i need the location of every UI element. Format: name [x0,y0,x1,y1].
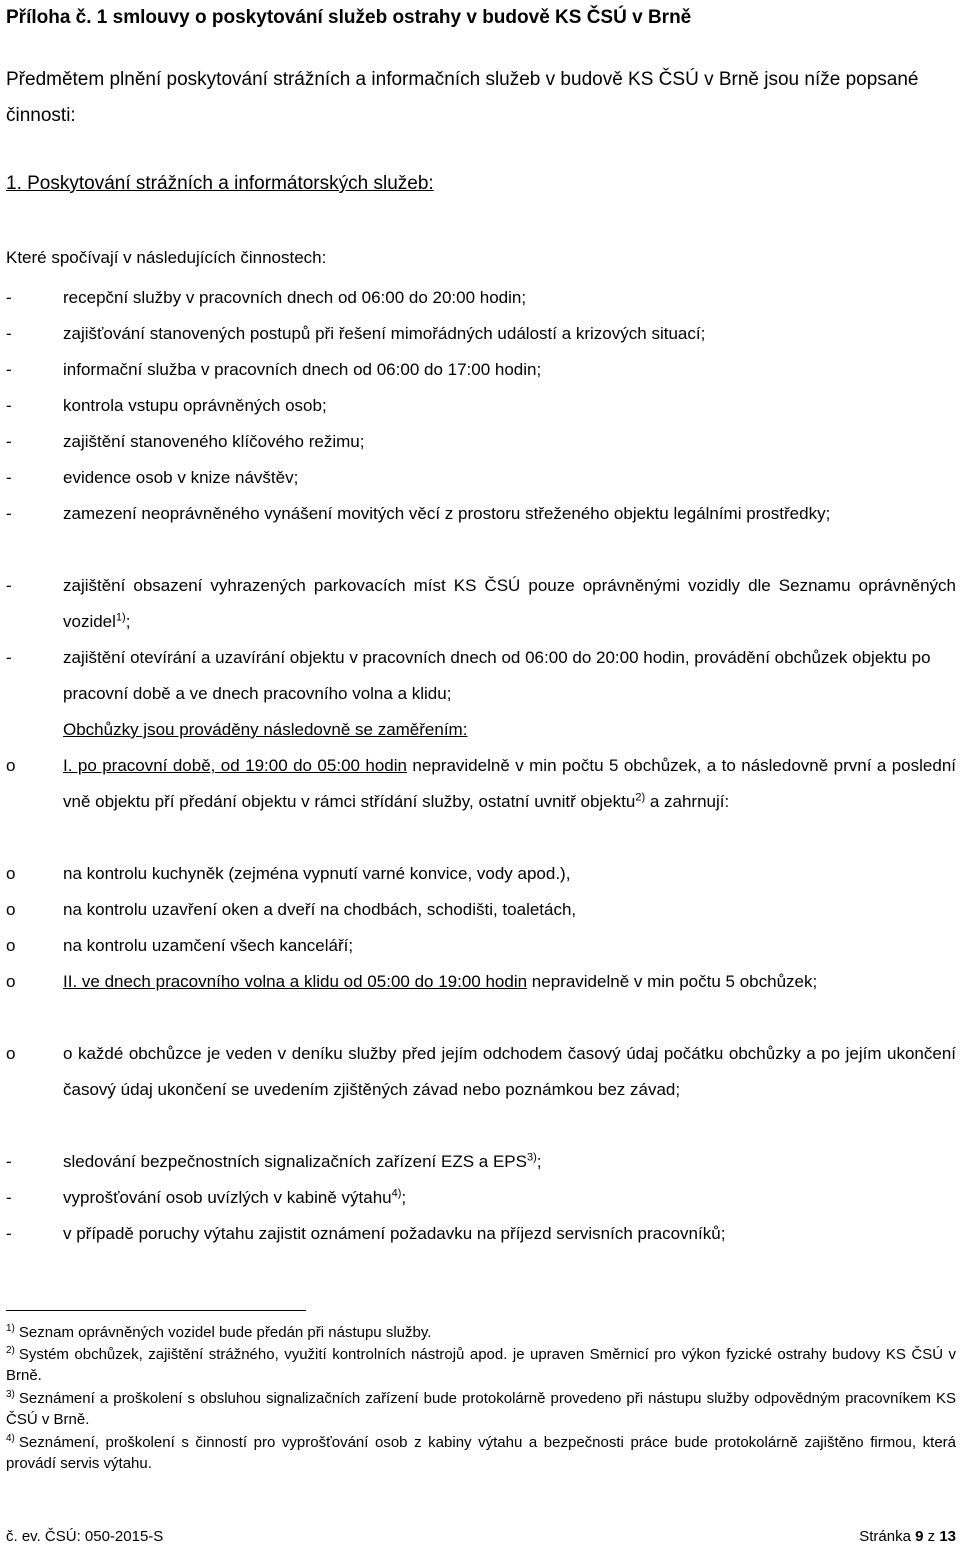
patrol-item [6,964,956,1000]
footnote-text: Seznámení a proškolení s obsluhou signalizačních zařízení bude protokolárně provedeno při nástupu služby odpovědným pracovníkem KS ČSÚ v Brně. [6,1390,956,1428]
footnote [6,1432,956,1474]
page-indicator [859,1527,956,1547]
section-heading: 1. Poskytování strážních a informátorských služeb: [6,173,434,194]
footnote [6,1322,956,1343]
patrol-item-body: nepravidelně v min počtu 5 obchůzek; [527,972,818,991]
footnote [6,1388,956,1430]
list-marker: o [6,900,16,919]
patrol-item [6,748,956,820]
list-item-text: zajištění otevírání a uzavírání objektu v pracovních dnech od 06:00 do 20:00 hodin, provádění obchůzek objektu po pracovní době a ve dnech pracovního volna a klidu; [63,648,931,703]
footnote-number: 2) [6,1345,15,1356]
document-reference: č. ev. ČSÚ: 050-2015-S [6,1528,164,1545]
intro-paragraph: Předmětem plnění poskytování strážních a informačních služeb v budově KS ČSÚ v Brně jsou níže popsané činnosti: [6,69,919,126]
patrol-item-text [63,748,956,820]
patrol-item-text: na kontrolu kuchyněk (zejména vypnutí varné konvice, vody apod.), [63,864,571,883]
patrol-item [6,1036,956,1108]
list-marker: o [6,936,16,955]
page-label: Stránka [859,1528,911,1545]
list-marker: - [6,468,12,487]
footnote-ref: 3) [526,1151,537,1164]
patrol-item [6,928,956,964]
page-footer [6,1527,956,1547]
list-marker: - [6,360,12,379]
list-item [6,280,956,316]
list-item-body: vyprošťování osob uvízlých v kabině výtahu [63,1188,392,1207]
list-item-text [63,1144,956,1180]
list-item-text: evidence osob v knize návštěv; [63,468,299,487]
patrols-heading: Obchůzky jsou prováděny následovně se zaměřením: [63,720,468,739]
list-item [6,1144,956,1180]
footnote-text: Seznam oprávněných vozidel bude předán při nástupu služby. [18,1324,432,1341]
list-marker: o [6,756,16,775]
list-item [6,424,956,460]
list-item-tail: ; [125,612,131,631]
footnote-number: 1) [6,1323,15,1334]
list-marker: - [6,324,12,343]
list-marker: - [6,288,12,307]
footnote [6,1344,956,1386]
list-item-text: v případě poruchy výtahu zajistit oznámení požadavku na příjezd servisních pracovníků; [63,1224,726,1243]
list-item [6,1216,956,1252]
list-item [6,388,956,424]
list-item-tail: ; [536,1152,542,1171]
list-item-text [63,568,956,640]
footnote-number: 4) [6,1433,15,1444]
page-of-label: z [927,1528,936,1545]
list-marker: - [6,504,12,523]
footnote-ref: 2) [635,791,646,804]
patrol-period: I. po pracovní době, od 19:00 do 05:00 hodin [63,756,407,775]
patrol-item-text: na kontrolu uzavření oken a dveří na chodbách, schodišti, toaletách, [63,900,577,919]
footnote-ref: 1) [115,611,126,624]
page-total: 13 [939,1528,956,1545]
page-title: Příloha č. 1 smlouvy o poskytování služeb ostrahy v budově KS ČSÚ v Brně [6,7,692,28]
footnote-ref: 4) [391,1187,402,1200]
list-marker: - [6,576,12,595]
list-marker: - [6,648,12,667]
footnote-text: Systém obchůzek, zajištění strážného, využití kontrolních nástrojů apod. je upraven Směrnicí pro výkon fyzické ostrahy budovy KS ČSÚ v Brně. [6,1346,956,1384]
list-item [6,568,956,640]
footnote-number: 3) [6,1389,15,1400]
list-item-text: kontrola vstupu oprávněných osob; [63,396,327,415]
patrol-item-text: na kontrolu uzamčení všech kanceláří; [63,936,354,955]
list-item-tail: ; [401,1188,407,1207]
list-item [6,1180,956,1216]
patrol-item-tail: a zahrnují: [645,792,730,811]
list-marker: o [6,864,16,883]
patrol-item-text [63,964,956,1000]
list-marker: - [6,1224,12,1243]
patrol-item-text: o každé obchůzce je veden v deníku služby před jejím odchodem časový údaj počátku obchůzky a po jejím ukončení časový údaj ukončení se uvedením zjištěných závad nebo poznámkou bez závad; [63,1044,956,1099]
list-item-text: zajištění stanoveného klíčového režimu; [63,432,365,451]
list-marker: - [6,1188,12,1207]
patrol-item [6,892,956,928]
list-item-text: informační služba v pracovních dnech od 06:00 do 17:00 hodin; [63,360,542,379]
footnote-text: Seznámení, proškolení s činností pro vyprošťování osob z kabiny výtahu a bezpečnosti práce bude protokolárně zajištěno firmou, která provádí servis výtahu. [6,1434,956,1472]
patrols-heading-row [6,712,956,748]
patrol-item [6,856,956,892]
list-marker: - [6,396,12,415]
list-marker: - [6,432,12,451]
list-item [6,316,956,352]
list-item-text [63,1180,956,1216]
list-item-body: sledování bezpečnostních signalizačních zařízení EZS a EPS [63,1152,527,1171]
list-marker: o [6,1044,16,1063]
list-item-text: zajišťování stanovených postupů při řešení mimořádných událostí a krizových situací; [63,324,706,343]
list-item-text: zamezení neoprávněného vynášení movitých věcí z prostoru střeženého objektu legálními prostředky; [63,504,831,523]
patrol-item-body: nepravidelně v min počtu 5 obchůzek, a to následovně první a poslední vně objektu pří předání objektu v rámci střídání služby, ostatní uvnitř objektu [63,756,956,811]
list-item [6,352,956,388]
patrol-period: II. ve dnech pracovního volna a klidu od 05:00 do 19:00 hodin [63,972,528,991]
list-item-body: zajištění obsazení vyhrazených parkovacích míst KS ČSÚ pouze oprávněnými vozidly dle Seznamu oprávněných vozidel [63,576,956,631]
list-marker: - [6,1152,12,1171]
footnote-divider [6,1310,306,1311]
list-item [6,640,956,712]
list-item-text: recepční služby v pracovních dnech od 06:00 do 20:00 hodin; [63,288,527,307]
page-number: 9 [915,1528,924,1545]
section-lead: Které spočívají v následujících činnostech: [6,248,327,267]
list-marker: o [6,972,16,991]
list-item [6,460,956,496]
list-item [6,496,956,532]
